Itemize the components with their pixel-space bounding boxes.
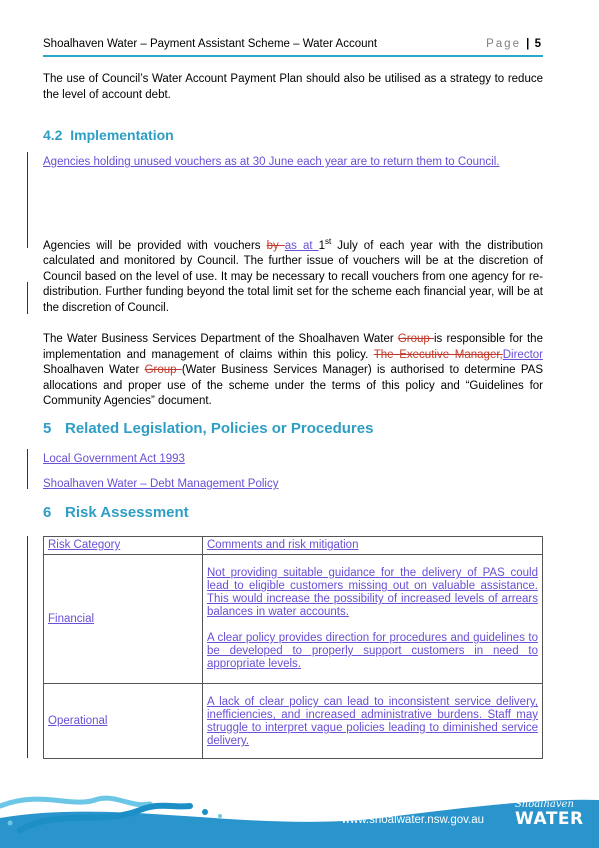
header-rule xyxy=(43,55,543,57)
header-text: Risk Category xyxy=(48,539,121,551)
text-run: The Water Business Services Department of the Shoalhaven Water xyxy=(43,333,398,345)
comment-text xyxy=(207,567,538,619)
footer-wave-graphic xyxy=(0,778,599,848)
inserted-text: as at xyxy=(284,239,319,252)
section-title: Risk Assessment xyxy=(65,504,189,521)
related-item[interactable] xyxy=(43,452,543,468)
vouchers-paragraph xyxy=(43,234,543,316)
text-run: July of each year with the distribution calculated and monitored by Council. The further issue of vouchers will be at the discretion of Council based on the level of use. It may be necessary to recall vouchers from one agency for re-distribution. Further funding beyond the total limit set for the scheme each financial year, will be at the discretion of Council. xyxy=(43,239,543,314)
inserted-text: Director xyxy=(502,348,543,361)
section-heading-related xyxy=(43,420,373,437)
business-services-paragraph xyxy=(43,332,543,410)
related-item-link[interactable]: Shoalhaven Water – Debt Management Policy xyxy=(43,478,279,490)
table-row xyxy=(44,684,543,759)
risk-category: Operational xyxy=(48,715,108,727)
section-number: 5 xyxy=(43,420,52,437)
inserted-text: Agencies holding unused vouchers as at 30 June each year are to return them to Council. xyxy=(43,156,500,168)
deleted-text: Group xyxy=(144,364,182,376)
comment-text xyxy=(207,632,538,671)
page-number-value: 5 xyxy=(534,38,541,50)
change-bar xyxy=(27,152,28,248)
table-row xyxy=(44,555,543,684)
footer-url[interactable]: www.shoalwater.nsw.gov.au xyxy=(341,814,484,826)
wave-dot xyxy=(8,821,13,826)
section-heading-implementation xyxy=(43,127,174,143)
section-number: 6 xyxy=(43,504,52,521)
deleted-text: Group xyxy=(397,333,434,345)
header-text: Comments and risk mitigation xyxy=(207,539,359,551)
table-header-row xyxy=(44,537,543,555)
change-bar xyxy=(27,282,28,314)
wave-band xyxy=(0,800,599,848)
page-label: Page xyxy=(486,38,521,50)
text-run: Shoalhaven Water xyxy=(43,364,145,376)
wave-dot xyxy=(218,814,222,818)
page-number xyxy=(486,38,541,50)
inserted-text: A clear policy provides direction for procedures and guidelines to be developed to properly support customers in need to appropriate levels. xyxy=(207,632,538,670)
inserted-text: Not providing suitable guidance for the delivery of PAS could lead to eligible customers missing out on valuable assistance. This would increase the possibility of increased levels of arrears balances in water accounts. xyxy=(207,567,538,618)
text-run: is responsible for the implementation and management of claims within this policy. xyxy=(43,333,543,361)
risk-category: Financial xyxy=(48,613,95,625)
comment-text xyxy=(207,696,538,748)
table-header-cell xyxy=(203,537,543,555)
text-run: 1 xyxy=(318,239,326,252)
related-item-link[interactable]: Local Government Act 1993 xyxy=(43,453,185,465)
superscript: st xyxy=(325,237,332,246)
deleted-text: The Executive Manager, xyxy=(373,348,503,361)
text-run: (Water Business Services Manager) is authorised to determine PAS allocations and proper use of the scheme under the terms of this policy and “Guidelines for Community Agencies” document. xyxy=(43,364,543,407)
deleted-text: by xyxy=(266,239,285,252)
related-item[interactable] xyxy=(43,477,543,493)
wave-dot xyxy=(202,809,208,815)
risk-comment-cell xyxy=(203,555,543,684)
section-heading-risk xyxy=(43,504,189,521)
text-run: Agencies will be provided with vouchers xyxy=(43,239,267,252)
logo-word: WATER xyxy=(515,809,584,829)
inserted-text: A lack of clear policy can lead to inconsistent service delivery, inefficiencies, and increased administrative burdens. Staff may struggle to interpret vague policies leading to diminished service delivery. xyxy=(207,696,538,747)
page-header-title: Shoalhaven Water – Payment Assistant Scheme – Water Account xyxy=(43,38,378,50)
risk-comment-cell xyxy=(203,684,543,759)
change-bar xyxy=(27,449,28,489)
section-title: Related Legislation, Policies or Procedures xyxy=(65,420,374,437)
section-title: Implementation xyxy=(70,127,174,143)
wave-swoosh-light xyxy=(0,798,150,806)
change-bar xyxy=(27,536,28,758)
logo-script: Shoalhaven xyxy=(515,799,574,810)
risk-category-cell xyxy=(44,555,203,684)
inserted-paragraph xyxy=(43,155,543,171)
intro-paragraph: The use of Council’s Water Account Payment Plan should also be utilised as a strategy to reduce the level of account debt. xyxy=(43,73,543,101)
page-separator: | xyxy=(526,38,530,50)
risk-category-cell xyxy=(44,684,203,759)
section-number: 4.2 xyxy=(43,127,63,143)
table-header-cell xyxy=(44,537,203,555)
risk-table xyxy=(43,536,543,759)
shoalhaven-water-logo xyxy=(515,800,584,828)
